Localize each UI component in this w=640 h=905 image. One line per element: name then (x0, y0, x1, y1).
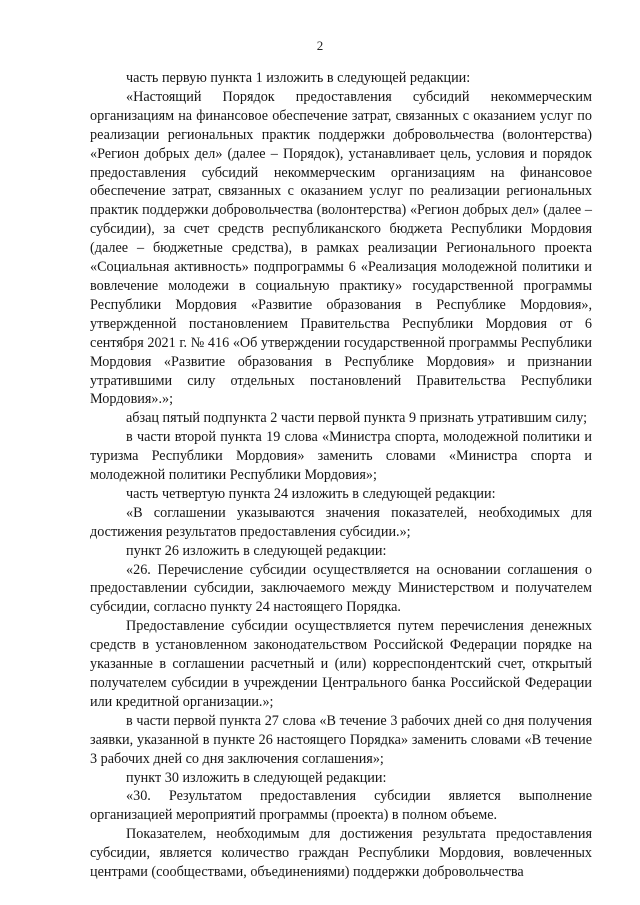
paragraph: «В соглашении указываются значения показателей, необходимых для достижения результатов предоставления субсидии.»; (90, 504, 592, 540)
page-number: 2 (316, 38, 324, 53)
paragraph: в части второй пункта 19 слова «Министра спорта, молодежной политики и туризма Республики Мордовия» заменить словами «Министра спорта и молодежной политики Республики Мордовия»; (90, 429, 592, 484)
paragraph: пункт 26 изложить в следующей редакции: (126, 542, 387, 559)
paragraph: «30. Результатом предоставления субсидии является выполнение организацией мероприятий программы (проекта) в полном объеме. (90, 788, 592, 824)
paragraph: «Настоящий Порядок предоставления субсидий некоммерческим организациям на финансовое обеспечение затрат, связанных с оказанием услуг по реализации региональных практик поддержки добровольчества (волонтерства) «Регион добрых дел» (далее – Порядок), устанавливает цель, условия и порядок предоставления субсидий некоммерческим организациям на финансовое обеспечение затрат, связанных с оказанием услуг по реализации региональных практик поддержки добровольчества (волонтерства) «Регион добрых дел» (далее – субсидии), за счет средств республиканского бюджета Республики Мордовия (далее – бюджетные средства), в рамках реализации Регионального проекта «Социальная активность» подпрограммы 6 «Реализация молодежной политики и вовлечение молодежи в социальную практику» государственной программы Республики Мордовия «Развитие образования в Республике Мордовия», утвержденной постановлением Правительства Республики Мордовия от 6 сентября 2021 г. № 416 «Об утверждении государственной программы Республики Мордовия «Развитие образования в Республике Мордовия» и признании утратившими силу отдельных постановлений Правительства Республики Мордовия».»; (90, 88, 592, 408)
paragraph: абзац пятый подпункта 2 части первой пункта 9 признать утратившим силу; (126, 410, 588, 427)
document-body (90, 69, 592, 882)
paragraph: пункт 30 изложить в следующей редакции: (126, 769, 387, 786)
paragraph: часть четвертую пункта 24 изложить в следующей редакции: (126, 485, 496, 502)
paragraph: «26. Перечисление субсидии осуществляется на основании соглашения о предоставлении субсидии, заключаемого между Министерством и получателем субсидии, согласно пункту 24 настоящего Порядка. (90, 561, 592, 616)
paragraph: Предоставление субсидии осуществляется путем перечисления денежных средств в установленном законодательством Российской Федерации порядке на указанные в соглашении расчетный и (или) корреспондентский счет, открытый получателем субсидии в учреждении Центрального банка Российской Федерации или кредитной организации.»; (90, 618, 592, 710)
paragraph: Показателем, необходимым для достижения результата предоставления субсидии, является количество граждан Республики Мордовия, вовлеченных центрами (сообществами, объединениями) поддержки добровольчества (90, 826, 592, 881)
paragraph: в части первой пункта 27 слова «В течение 3 рабочих дней со дня получения заявки, указанной в пункте 26 настоящего Порядка» заменить словами «В течение 3 рабочих дней со дня заключения соглашения»; (90, 712, 592, 767)
paragraph: часть первую пункта 1 изложить в следующей редакции: (126, 70, 471, 86)
